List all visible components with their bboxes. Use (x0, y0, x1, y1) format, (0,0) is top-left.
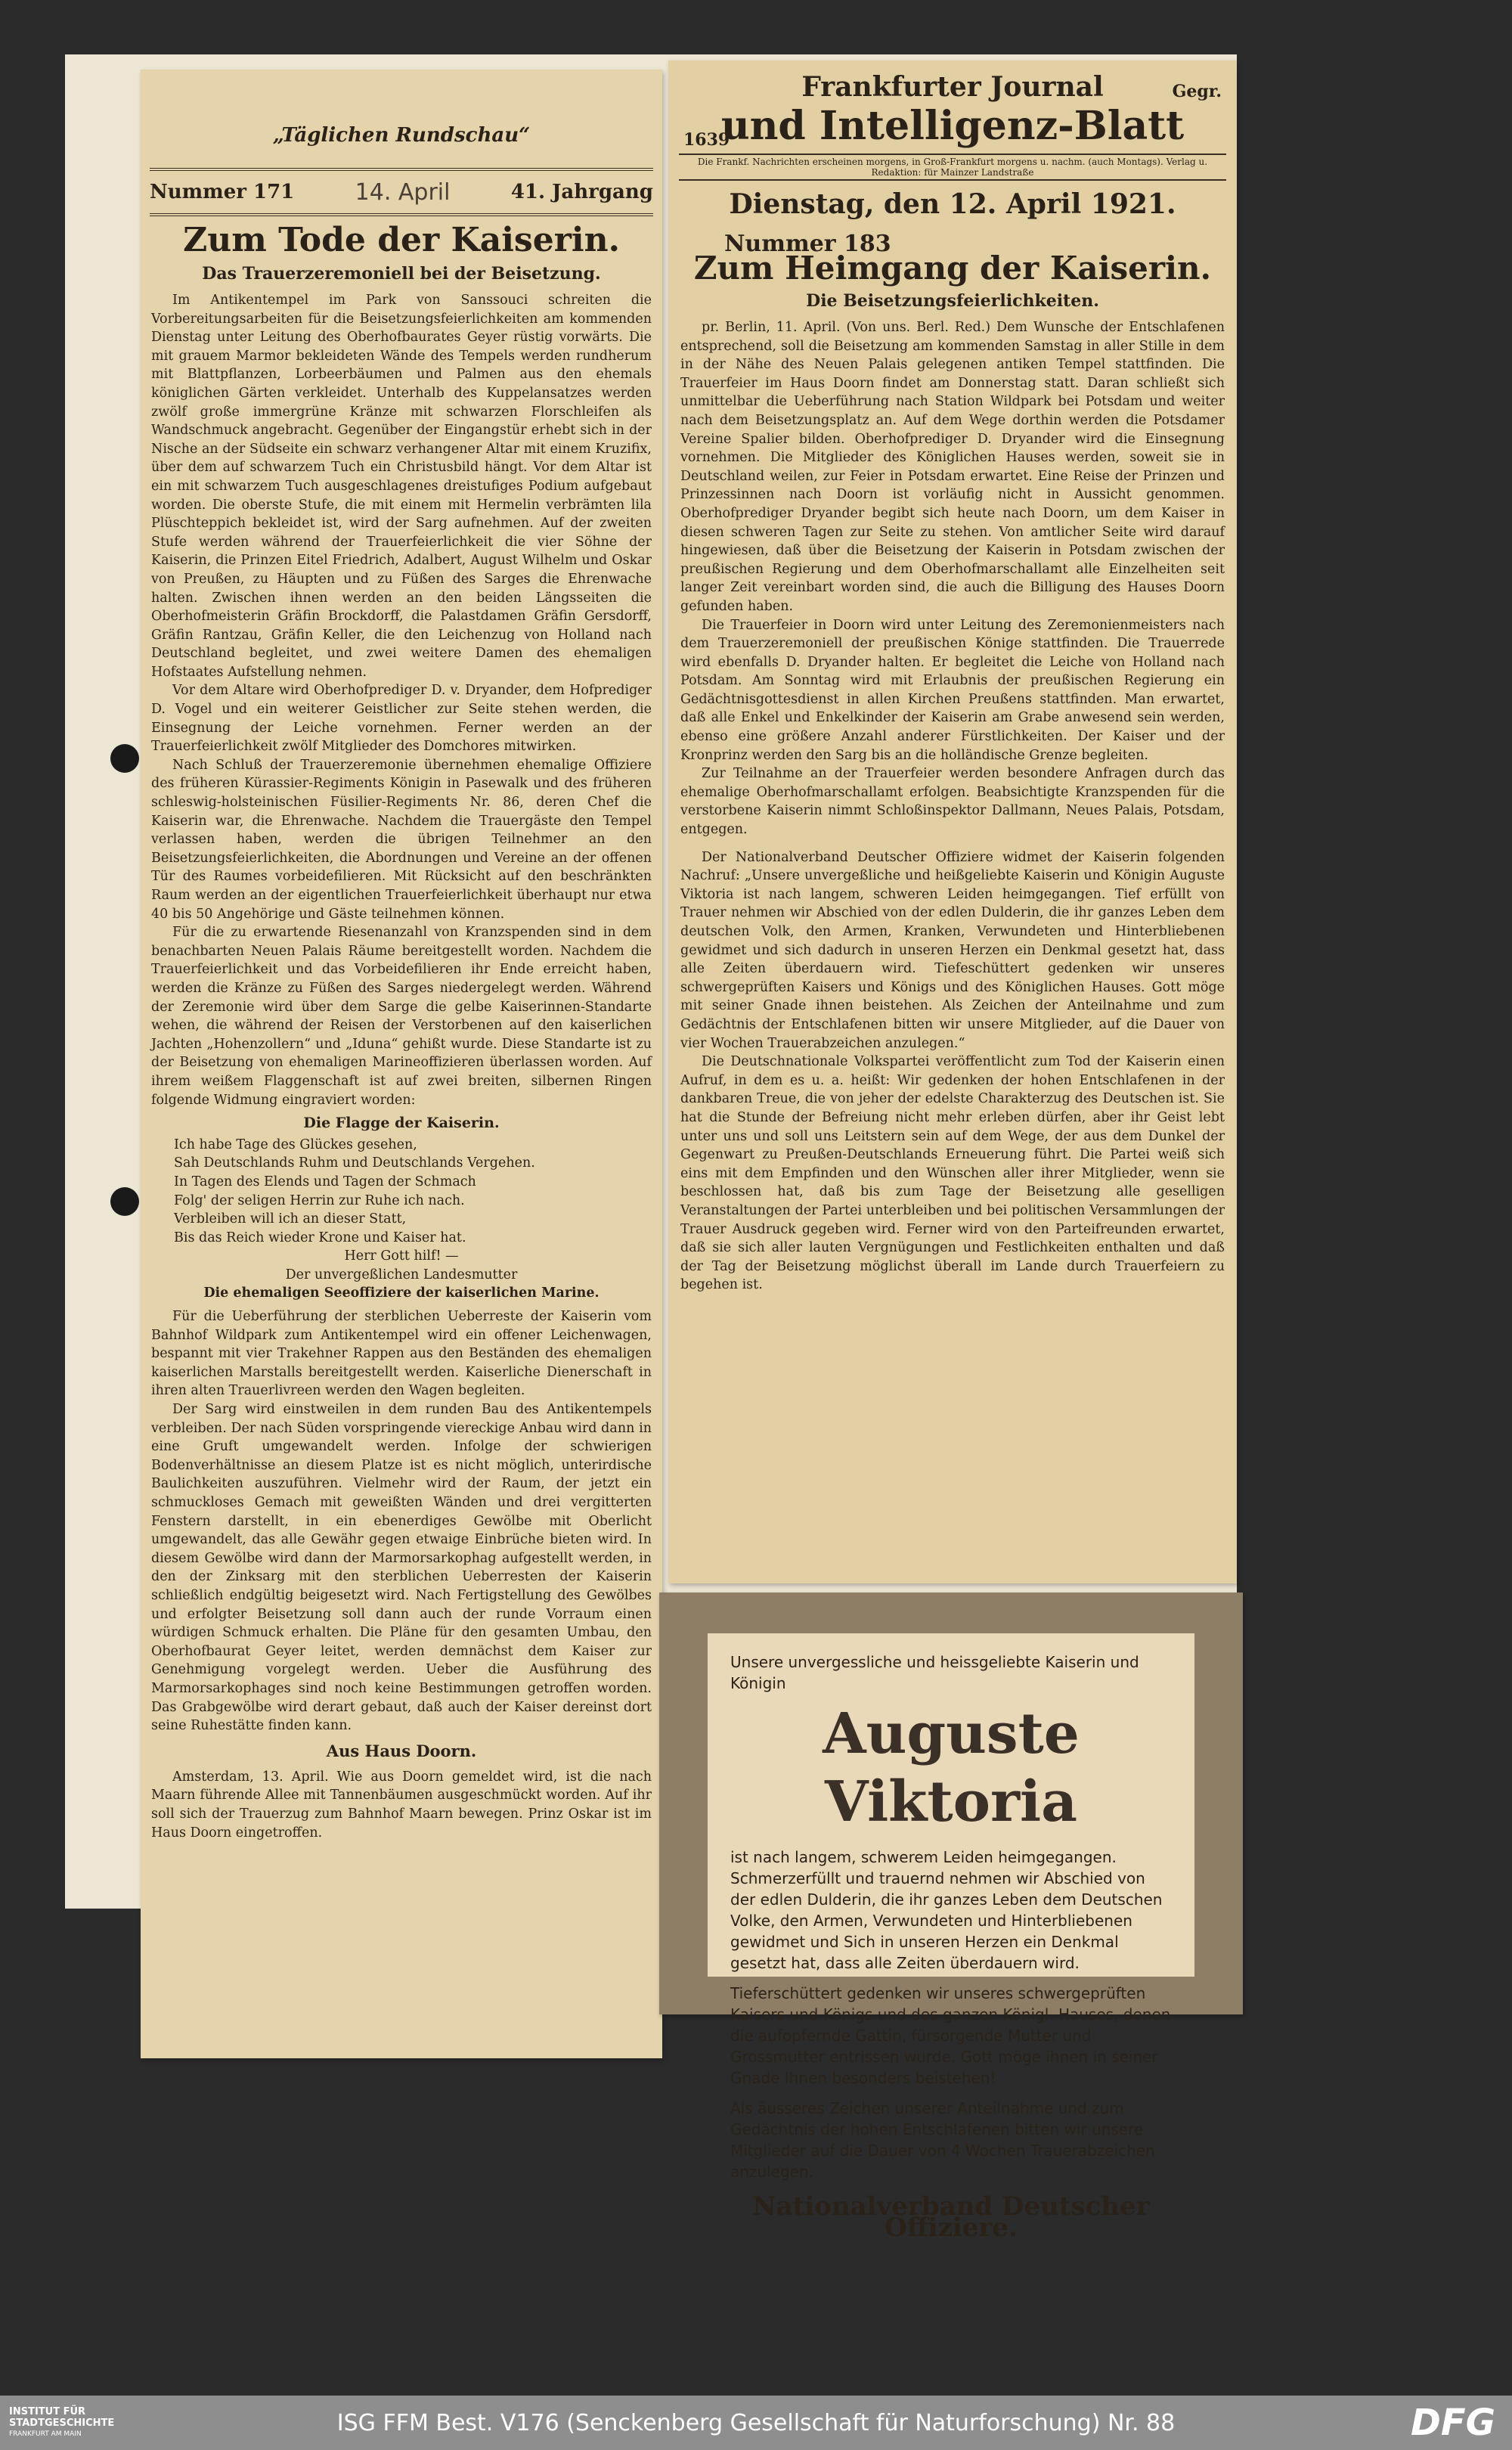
paragraph: Der Nationalverband Deutscher Offiziere widmet der Kaiserin folgenden Nachruf: „Unsere unvergeßliche und heißgeliebte Kaiserin und Königin Auguste Viktoria ist nach langem, schweren Leiden heimgegangen. Tief erfüllt von Trauer nehmen wir Abschied von der edlen Dulderin, die ihr ganzes Leben dem deutschen Volk, den Armen, Kranken, Verwundeten und Hinterbliebenen gewidmet und sich dadurch in unseren Herzen ein Denkmal gesetzt hat, dass alle Zeiten überdauern wird. Tiefeschüttert gedenken wir unseres schwergeprüften Kaisers und Königs und des Königlichen Hauses. Gott möge mit seiner Gnade ihnen beistehen. Als Zeichen der Anteilnahme und zum Gedächtnis der Entschlafenen bitten wir unsere Mitglieder, auf die Dauer von vier Wochen Trauerabzeichen anzulegen.“ (680, 849, 1225, 1051)
founded-year: 1639 (683, 130, 730, 150)
section-body (151, 1768, 652, 1842)
article-body (151, 291, 652, 1109)
article-body (680, 318, 1225, 1295)
masthead-row (150, 168, 653, 216)
paragraph: Amsterdam, 13. April. Wie aus Doorn gemeldet wird, ist die nach Maarn führende Allee mit Tannenbäumen ausgeschmückt worden. Auf ihr soll sich der Trauerzug zum Bahnhof Maarn bewegen. Prinz Oskar ist im Haus Doorn eingetroffen. (151, 1769, 652, 1841)
poem-line: Ich habe Tage des Glückes gesehen, (174, 1137, 417, 1152)
paragraph: Im Antikentempel im Park von Sanssouci schreiten die Vorbereitungsarbeiten für die Beisetzungsfeierlichkeiten am kommenden Dienstag unter Leitung des Oberhofbaurates Geyer rüstig vorwärts. Die mit grauem Marmor bekleideten Wände des Tempels werden rundherum mit Blattpflanzen, Lorbeerbäumen und Palmen aus den ehemals königlichen Gärten verkleidet. Unterhalb des Kuppelansatzes werden zwölf große immergrüne Kränze mit schwarzen Florschleifen als Wandschmuck angebracht. Gegenüber der Eingangstür erhebt sich in der Nische an der Südseite ein schwarz verhangener Altar mit einem Kruzifix, über dem auf schwarzem Tuch ein Christusbild hängt. Vor dem Altar ist ein mit schwarzem Tuch ausgeschlagenes dreistufiges Podium aufgebaut worden. Die oberste Stufe, die mit einem mit Hermelin verbrämten lila Plüschteppich bekleidet ist, wird der Sarg aufnehmen. Auf der zweiten Stufe werden während der Trauerfeierlichkeit die vier Söhne der Kaiserin, die Prinzen Eitel Friedrich, Adalbert, August Wilhelm und Oskar von Preußen, zu Häupten und zu Füßen des Sarges die Ehrenwache halten. Zwischen ihnen werden an den beiden Längsseiten die Oberhofmeisterin Gräfin Brockdorff, die Palastdamen Gräfin Gersdorff, Gräfin Rantzau, Gräfin Keller, die den Leichenzug von Holland nach Deutschland begleitet, und zwei weitere Damen des ehemaligen Hofstaates Aufstellung nehmen. (151, 293, 652, 680)
paragraph: Für die Ueberführung der sterblichen Ueberreste der Kaiserin vom Bahnhof Wildpark zum Antikentempel wird ein offener Leichenwagen, bespannt mit vier Trakehner Rappen aus den Beständen des ehemaligen kaiserlichen Marstalls bereitgestellt werden. Kaiserliche Dienerschaft in ihren alten Trauerlivreen werden den Wagen begleiten. (151, 1309, 652, 1399)
memorial-notice (659, 1592, 1243, 2243)
paragraph: Nach Schluß der Trauerzeremonie übernehmen ehemalige Offiziere des früheren Kürassier-Regiments Königin in Pasewalk und des früheren schleswig-holsteinischen Füsilier-Regiments Nr. 86, deren Chef die Kaiserin war, die Ehrenwache. Nachdem die Trauergäste den Tempel verlassen haben, werden die übrigen Teilnehmer an den Beisetzungsfeierlichkeiten, die Abordnungen und Vereine an der offenen Tür des Raumes vorbeidefilieren. Mit Rücksicht auf den beschränkten Raum werden an der eigentlichen Trauerfeierlichkeit überhaupt nur etwa 40 bis 50 Angehörige und Gäste teilnehmen können. (151, 757, 652, 922)
dfg-logo: DFG (1410, 2402, 1495, 2444)
paragraph: pr. Berlin, 11. April. (Von uns. Berl. Red.) Dem Wunsche der Entschlafenen entsprechend, soll die Beisetzung am kommenden Samstag in aller Stille in dem in der Nähe des Neuen Palais gelegenen antiken Tempel stattfinden. Die Trauerfeier im Haus Doorn findet am Donnerstag statt. Daran schließt sich unmittelbar die Ueberführung nach Station Wildpark bei Potsdam und weiter nach dem Beisetzungsplatz an. Auf dem Wege dorthin werden die Potsdamer Vereine Spalier bilden. Oberhofprediger D. Dryander wird die Einsegnung vornehmen. Die Mitglieder des Königlichen Hauses werden, soweit sie in Deutschland weilen, zur Feier in Potsdam erwartet. Eine Reise der Prinzen und Prinzessinnen nach Doorn ist vorläufig nicht in Aussicht genommen. Oberhofprediger Dryander begibt sich heute nach Doorn, um dem Kaiser in diesen schweren Tagen zur Seite zu stehen. Von amtlicher Seite wird darauf hingewiesen, daß über die Beisetzung der Kaiserin in Potsdam zwischen der preußischen Regierung und dem Oberhofmarschallamt alle Einzelheiten seit langer Zeit vereinbart worden sind, die auch die Billigung des Hauses Doorn gefunden haben. (680, 320, 1225, 614)
notice-paragraph: Als äusseres Zeichen unserer Anteilnahme und zum Gedächtnis der hohen Entschlafenen bitten wir unsere Mitglieder auf die Dauer von 4 Wochen Trauerabzeichen anzulegen. (730, 2099, 1155, 2181)
founded-label: Gegr. (1172, 82, 1222, 101)
archive-caption: ISG FFM Best. V176 (Senckenberg Gesellschaft für Naturforschung) Nr. 88 (336, 2409, 1176, 2436)
right-newspaper-clipping (668, 60, 1237, 1583)
paragraph: Der Sarg wird einstweilen in dem runden Bau des Antikentempels verbleiben. Der nach Süden vorspringende viereckige Anbau wird dann in eine Gruft umgewandelt werden. Infolge der schwierigen Bodenverhältnisse an diesem Platze ist es nicht möglich, unterirdische Baulichkeiten auszuführen. Vielmehr wird der Raum, der jetzt ein schmuckloses Gemach mit geweißten Wänden und drei vergitterten Fenstern darstellt, in ein ebenerdiges Gewölbe mit Oberlicht umgewandelt, das alle Gewähr gegen etwaige Einbrüche bieten wird. In diesem Gewölbe wird dann der Marmorsarkophag aufgestellt werden, in den der Zinksarg mit den sterblichen Ueberresten der Kaiserin schließlich endgültig beigesetzt wird. Nach Fertigstellung des Gewölbes und erfolgter Beisetzung soll dann auch der runde Vorraum einen würdigen Schmuck erhalten. Die Pläne für den gesamten Umbau, den Oberhofbaurat Geyer leitet, werden demnächst dem Kaiser zur Genehmigung vorgelegt werden. Ueber die Ausführung des Marmorsarkophages sind noch keine Bestimmungen getroffen worden. Das Grabgewölbe wird derart gebaut, daß auch der Kaiser dereinst dort seine Ruhestätte finden kann. (151, 1402, 652, 1734)
notice-signature: Nationalverband Deutscher Offiziere. (752, 2191, 1150, 2243)
article-subheadline: Die Beisetzungsfeierlichkeiten. (806, 291, 1099, 311)
issue-number: Nummer 171 (150, 181, 295, 203)
article-left (151, 221, 652, 1842)
publication-info: Die Frankf. Nachrichten erscheinen morgens, in Groß-Frankfurt morgens u. nachm. (auch Montags). Verlag u. Redaktion: für Mainzer Landstraße (679, 154, 1226, 181)
institute-line: FRANKFURT AM MAIN (9, 2430, 82, 2438)
flag-poem (174, 1114, 629, 1303)
article-headline: Zum Tode der Kaiserin. (183, 221, 620, 259)
left-newspaper-clipping (141, 70, 662, 2058)
paragraph: Vor dem Altare wird Oberhofprediger D. v. Dryander, dem Hofprediger D. Vogel und ein weiterer Geistlicher zur Seite stehen werden, die Einsegnung der Leiche vornehmen. Ferner werden an der Trauerfeierlichkeit zwölf Mitglieder des Domchores mitwirken. (151, 683, 652, 755)
paragraph: Zur Teilnahme an der Trauerfeier werden besondere Anfragen durch das ehemalige Oberhofmarschallamt erfolgen. Beabsichtigte Kranzspenden für die verstorbene Kaiserin nimmt Schloßinspektor Dallmann, Neues Palais, Potsdam, entgegen. (680, 766, 1225, 838)
poem-line: Sah Deutschlands Ruhm und Deutschlands Vergehen. (174, 1155, 535, 1171)
notice-paragraph: ist nach langem, schwerem Leiden heimgegangen. Schmerzerfüllt und trauernd nehmen wir Abschied von der edlen Dulderin, die ihr ganzes Leben dem Deutschen Volke, den Armen, Verwundeten und Hinterbliebenen gewidmet und Sich in unseren Herzen ein Denkmal gesetzt hat, dass alle Zeiten überdauern wird. (730, 1848, 1163, 1972)
poem-line: Herr Gott hilf! — (344, 1248, 459, 1264)
notice-paragraph: Tieferschüttert gedenken wir unseres schwergeprüften Kaisers und Königs und des ganzen Königl. Hauses, denen die aufopfernde Gattin, fürsorgende Mutter und Grossmutter entrissen wurde. Gott möge ihnen in seiner Gnade Ihnen besonders beistehen! (730, 1984, 1171, 2087)
paper-title-line-1: Frankfurter Journal (801, 71, 1104, 103)
newspaper-source: „Täglichen Rundschau“ (272, 124, 531, 147)
section-title: Aus Haus Doorn. (326, 1741, 477, 1760)
paper-title-line-2: und Intelligenz-Blatt (720, 103, 1185, 149)
punch-hole (110, 1187, 139, 1216)
paragraph: Für die zu erwartende Riesenanzahl von Kranzspenden sind in dem benachbarten Neuen Palais Räume bereitgestellt worden. Nachdem die Trauerfeierlichkeit und das Vorbeidefilieren ihr Ende erreicht haben, werden die Kränze zu Füßen des Sarges niedergelegt werden. Während der Zeremonie wird über dem Sarge die gelbe Kaiserinnen-Standarte wehen, die während der Reisen der Verstorbenen auf den kaiserlichen Jachten „Hohenzollern“ und „Iduna“ gehißt wurde. Diese Standarte ist zu der Beisetzung von ehemaligen Marineoffizieren überlassen worden. Auf ihrem weißem Flaggenschaft ist auf zwei breiten, silbernen Ringen folgende Widmung eingraviert worden: (151, 925, 652, 1108)
right-masthead (679, 71, 1226, 257)
footer-bar (0, 2396, 1512, 2450)
handwritten-date: 14. April (355, 178, 451, 206)
poem-dedication: Der unvergeßlichen Landesmutter (285, 1267, 518, 1282)
issue-date: Dienstag, den 12. April 1921. (729, 188, 1176, 220)
poem-line: In Tagen des Elends und Tagen der Schmach (174, 1174, 476, 1189)
poem-dedication: Die ehemaligen Seeoffiziere der kaiserlichen Marine. (203, 1285, 600, 1301)
institute-line: STADTGESCHICHTE (9, 2417, 115, 2429)
poem-line: Bis das Reich wieder Krone und Kaiser hat. (174, 1230, 466, 1245)
article-headline: Zum Heimgang der Kaiserin. (693, 250, 1212, 287)
notice-name: Auguste Viktoria (823, 1701, 1080, 1834)
notice-card (708, 1633, 1194, 2243)
poem-line: Folg' der seligen Herrin zur Ruhe ich nach. (174, 1192, 465, 1208)
paragraph: Die Trauerfeier in Doorn wird unter Leitung des Zeremonienmeisters nach dem Trauerzeremoniell der preußischen Könige stattfinden. Die Trauerrede wird ebenfalls D. Dryander halten. Er begleitet die Leiche von Holland nach Potsdam. Am Sonntag wird mit Erlaubnis der preußischen Regierung ein Gedächtnisgottesdienst in allen Kirchen Preußens stattfinden. Man erwartet, daß alle Enkel und Enkelkinder der Kaiserin am Grabe anwesend sein werden, ebenso eine größere Anzahl anderer Fürstlichkeiten. Der Kaiser und der Kronprinz werden den Sarg bis an die holländische Grenze begleiten. (680, 617, 1225, 763)
issue-number: Nummer 183 (724, 231, 891, 257)
volume-number: 41. Jahrgang (510, 181, 653, 203)
poem-line: Verbleiben will ich an dieser Statt, (174, 1211, 407, 1227)
article-subheadline: Das Trauerzeremoniell bei der Beisetzung. (202, 264, 601, 284)
punch-hole (110, 744, 139, 773)
paragraph: Die Deutschnationale Volkspartei veröffentlicht zum Tod der Kaiserin einen Aufruf, in dem es u. a. heißt: Wir gedenken der hohen Entschlafenen in der dankbaren Treue, die von jeher der edelste Charakterzug des Deutschen ist. Sie hat die Stunde der Befreiung nicht mehr erleben dürfen, aber ihr Geist lebt unter uns und soll uns Leitstern sein auf dem Wege, der aus dem Dunkel der Gegenwart zu Preußen-Deutschlands Erneuerung führt. Die Partei weiß sich eins mit dem Empfinden und den Wünschen aller ihrer Mitglieder, wenn sie beschlossen hat, daß bis zum Tage der Beisetzung alle geselligen Veranstaltungen der Partei unterbleiben und bei politischen Versammlungen der Trauer Ausdruck gegeben wird. Ferner wird von den Parteifreunden erwartet, daß sie sich aller lauten Vergnügungen und Festlichkeiten enthalten und daß der Tag der Beisetzung möglichst überall im Lande durch Trauerfeiern zu begehen ist. (680, 1054, 1225, 1293)
article-body-continued (151, 1307, 652, 1735)
notice-intro: Unsere unvergessliche und heissgeliebte Kaiserin und Königin (730, 1653, 1139, 1692)
institute-line: INSTITUT FÜR (9, 2405, 86, 2417)
poem-title: Die Flagge der Kaiserin. (303, 1115, 500, 1132)
article-right (680, 250, 1225, 1295)
